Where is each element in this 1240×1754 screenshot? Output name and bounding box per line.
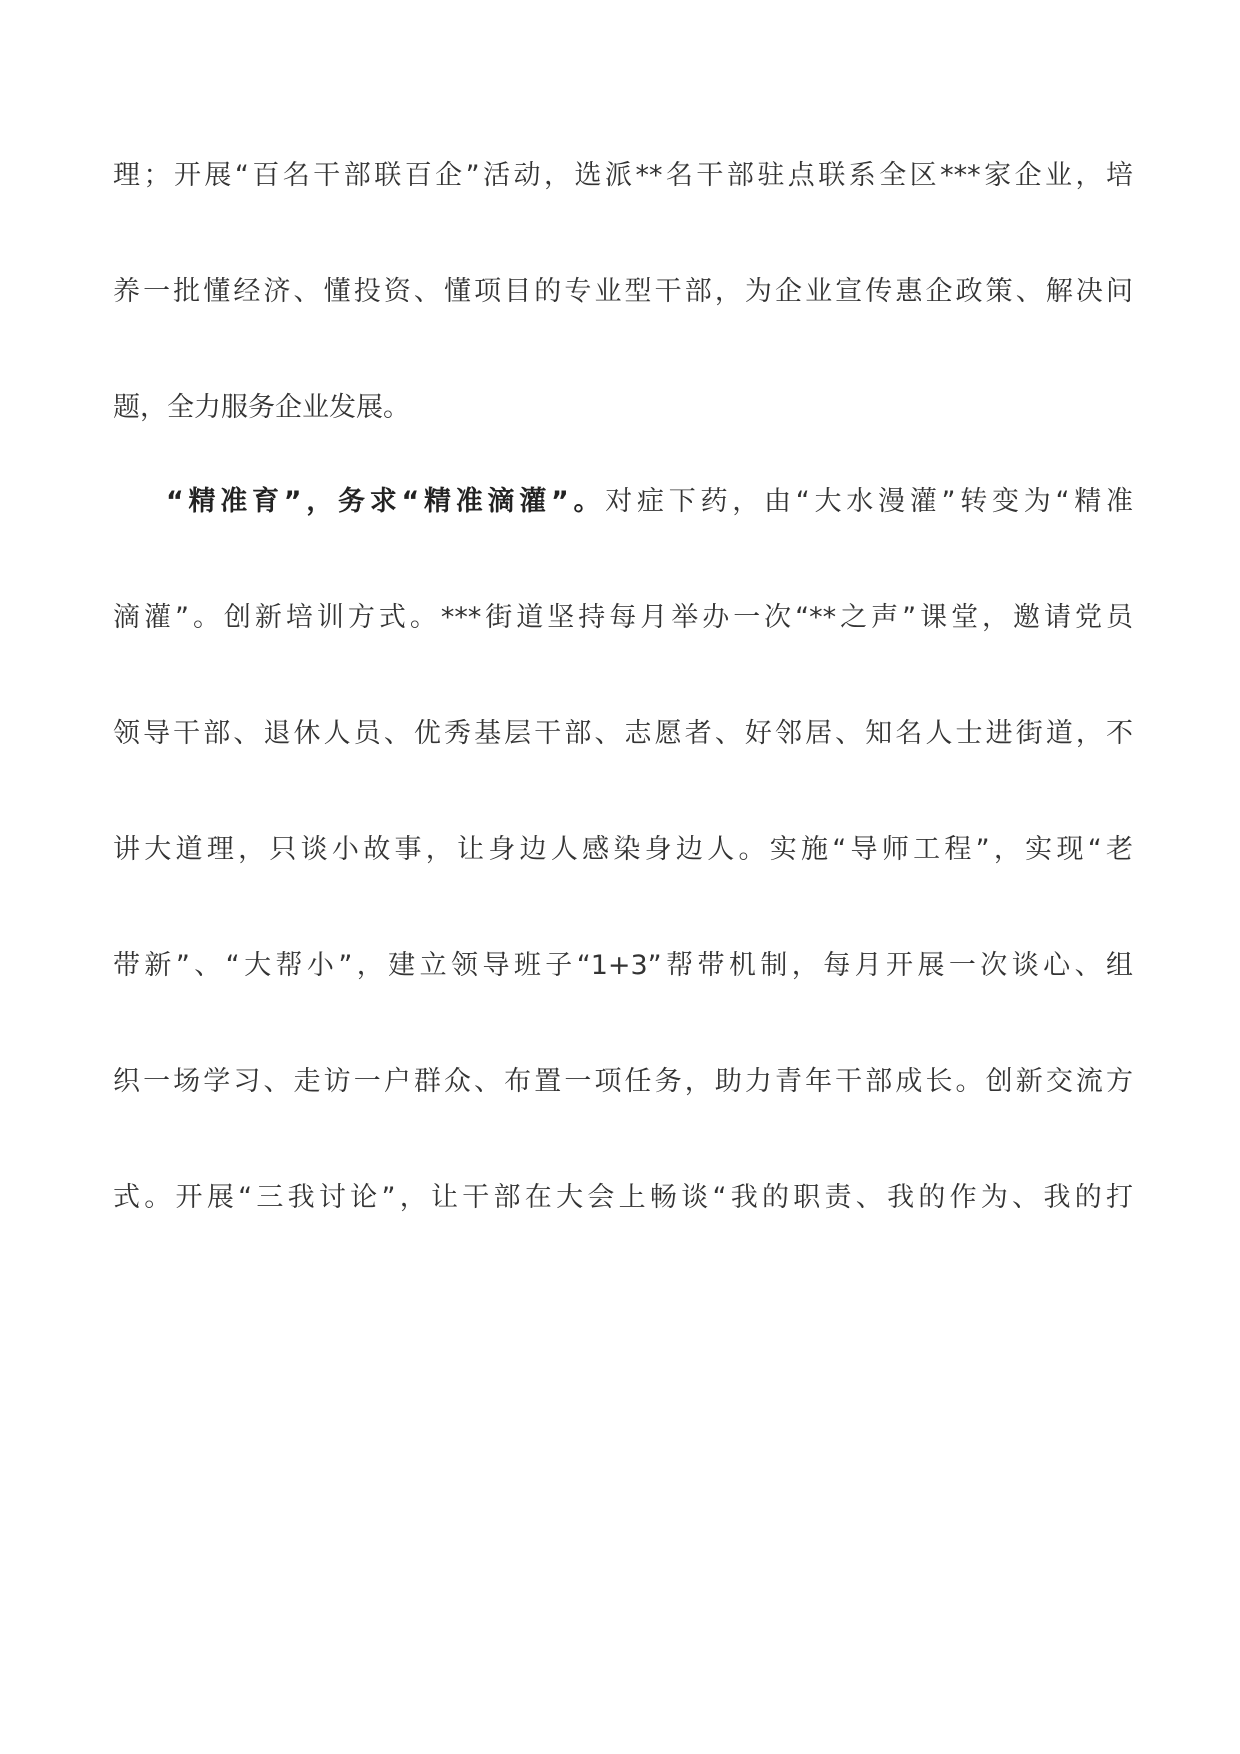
text-line-6: 讲大道理，只谈小故事，让身边人感染身边人。实施“导师工程”，实现“老 <box>113 834 1133 865</box>
text-line-1: 理；开展“百名干部联百企”活动，选派**名干部驻点联系全区***家企业，培 <box>113 160 1133 191</box>
text-line-7: 带新”、“大帮小”，建立领导班子“1+3”帮带机制，每月开展一次谈心、组 <box>113 950 1133 981</box>
paragraph-heading-line <box>166 482 1133 522</box>
text-line-2: 养一批懂经济、懂投资、懂项目的专业型干部，为企业宣传惠企政策、解决问 <box>113 276 1133 307</box>
paragraph-heading-rest: 对症下药，由“大水漫灌”转变为“精准 <box>605 486 1133 517</box>
text-line-5: 领导干部、退休人员、优秀基层干部、志愿者、好邻居、知名人士进街道，不 <box>113 718 1133 749</box>
text-line-9: 式。开展“三我讨论”，让干部在大会上畅谈“我的职责、我的作为、我的打 <box>113 1182 1133 1213</box>
text-line-8: 织一场学习、走访一户群众、布置一项任务，助力青年干部成长。创新交流方 <box>113 1066 1133 1097</box>
text-line-4: 滴灌”。创新培训方式。***街道坚持每月举办一次“**之声”课堂，邀请党员 <box>113 602 1133 633</box>
paragraph-heading: “精准育”，务求“精准滴灌”。 <box>166 486 606 517</box>
text-line-3: 题，全力服务企业发展。 <box>113 392 410 423</box>
